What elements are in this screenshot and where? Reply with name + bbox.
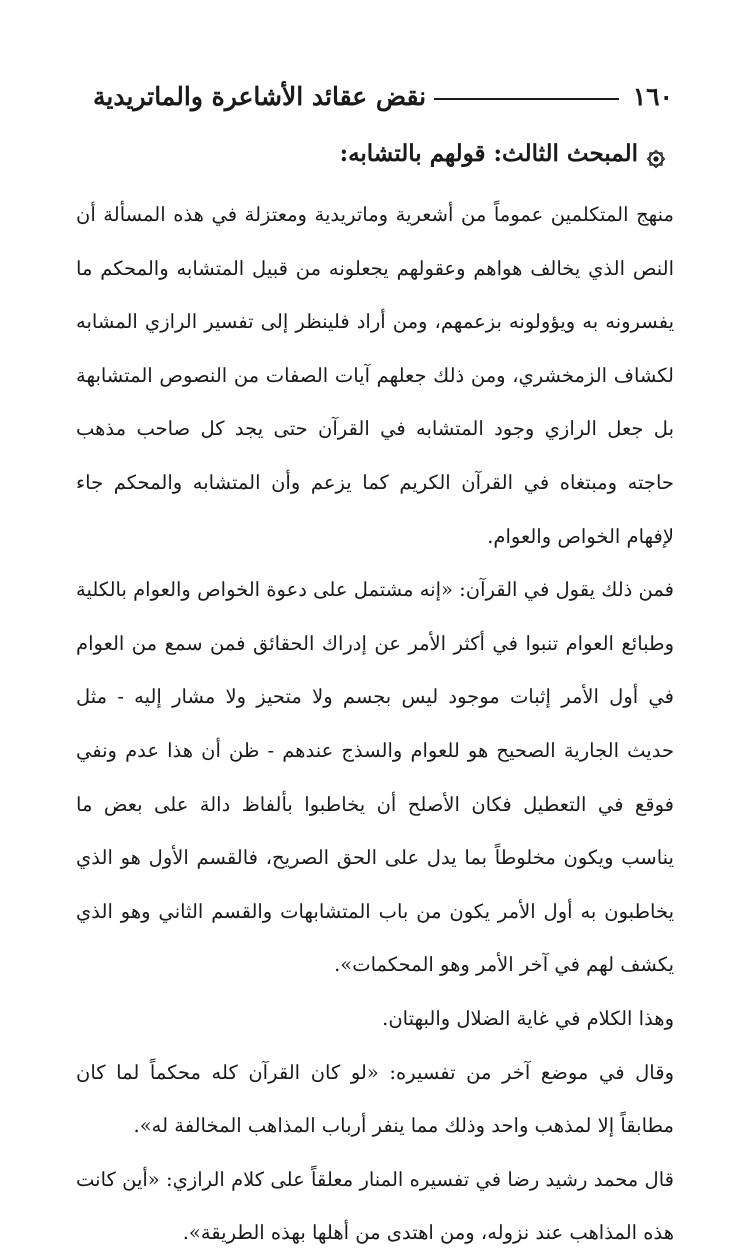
paragraph-3: وهذا الكلام في غاية الضلال والبهتان. <box>382 1006 674 1030</box>
header-rule <box>434 98 619 100</box>
paragraph-2: فمن ذلك يقول في القرآن: «إنه مشتمل على دعوة الخواص والعوام بالكلية وطبائع العوام تنبوا في أكثر الأمر عن إدراك الحقائق فمن سمع من العوام في أول الأمر إثبات موجود ليس بجسم ولا متحيز ولا مشار إليه - مثل حديث الجارية الصحيح هو للعوام والسذج عندهم - ظن أن هذا عدم ونفي فوقع في التعطيل فكان الأصلح أن يخاطبوا بألفاظ دالة على بعض ما يناسب ويكون مخلوطاً بما يدل على الحق الصريح، فالقسم الأول هو الذي يخاطبون به أول الأمر يكون من باب المتشابهات والقسم الثاني وهو الذي يكشف لهم في آخر الأمر وهو المحكمات». <box>76 578 674 977</box>
paragraph-5: قال محمد رشيد رضا في تفسيره المنار معلقاً على كلام الرازي: «أين كانت هذه المذاهب عند نزوله، ومن اهتدى من أهلها بهذه الطريقة». <box>76 1167 674 1245</box>
body-text <box>76 188 674 1260</box>
paragraph-4: وقال في موضع آخر من تفسيره: «لو كان القرآن كله محكماً لما كان مطابقاً إلا لمذهب واحد وذلك مما ينفر أرباب المذاهب المخالفة له». <box>76 1060 674 1138</box>
page-number: ١٦٠ <box>632 81 673 111</box>
floral-ornament-icon <box>646 144 666 164</box>
section-heading <box>80 136 666 172</box>
section-heading-text: المبحث الثالث: قولهم بالتشابه: <box>339 140 638 167</box>
page-header <box>93 76 673 116</box>
paragraph-1: منهج المتكلمين عموماً من أشعرية وماتريدية ومعتزلة في هذه المسألة أن النص الذي يخالف هواهم وعقولهم يجعلونه من قبيل المتشابه والمحكم ما يفسرونه به ويؤولونه بزعمهم، ومن أراد فلينظر إلى تفسير الرازي المشابه لكشاف الزمخشري، ومن ذلك جعلهم آيات الصفات من النصوص المتشابهة بل جعل الرازي وجود المتشابه في القرآن حتى يجد كل صاحب مذهب حاجته ومبتغاه في القرآن الكريم كما يزعم وأن المتشابه والمحكم جاء لإفهام الخواص والعوام. <box>76 203 674 548</box>
running-title: نقض عقائد الأشاعرة والماتريدية <box>93 81 427 111</box>
